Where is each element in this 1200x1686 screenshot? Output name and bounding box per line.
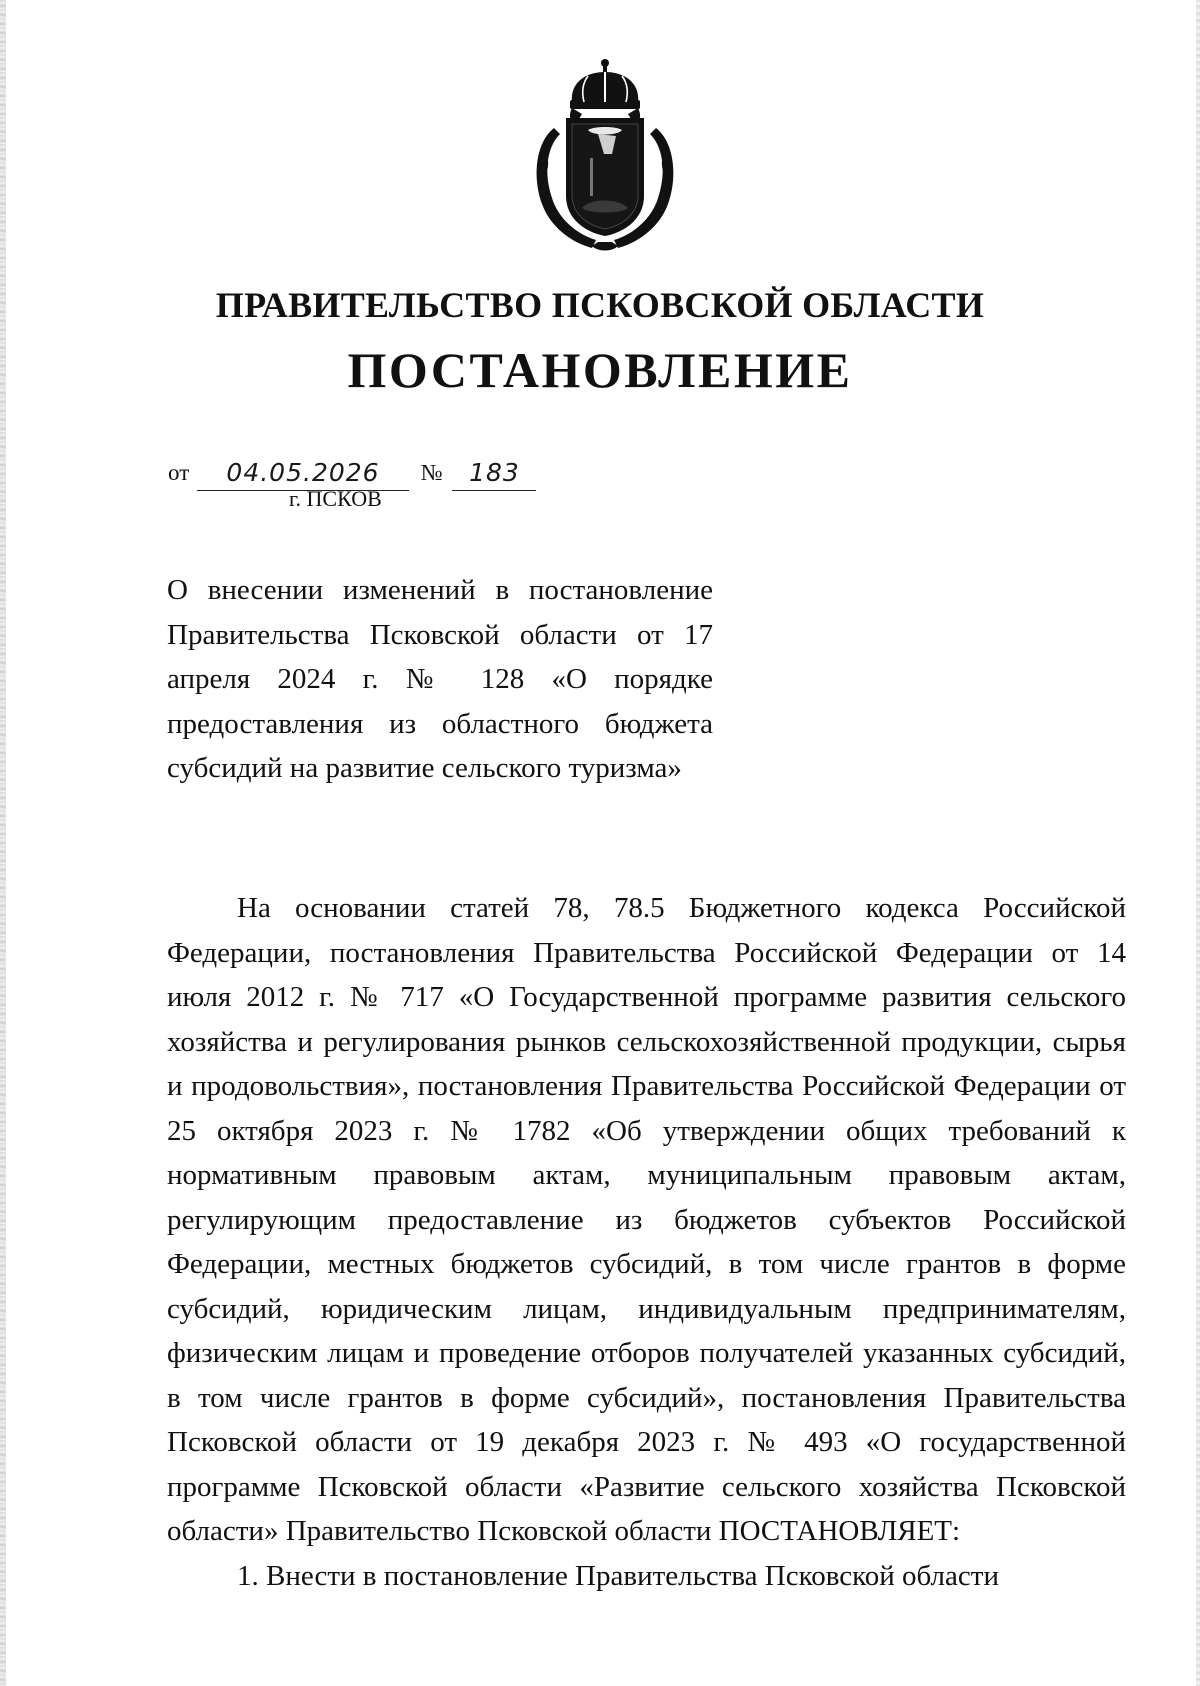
number-value: 183 [452, 456, 536, 491]
document-body [167, 886, 1126, 1598]
city-label: г. ПСКОВ [289, 486, 382, 511]
date-label: от [168, 460, 190, 485]
scan-edge-left [0, 0, 6, 1686]
government-title: ПРАВИТЕЛЬСТВО ПСКОВСКОЙ ОБЛАСТИ [215, 285, 985, 325]
document-subject: О внесении изменений в постановление Правительства Псковской области от 17 апреля 2024 г. № 128 «О порядке предоставления из областного бюджета субсидий на развитие сельского туризма» [167, 574, 713, 784]
preamble-paragraph: На основании статей 78, 78.5 Бюджетного кодекса Российской Федерации, постановления Правительства Российской Федерации от 14 июля 2012 г. № 717 «О Государственной программе развития сельского хозяйства и регулирования рынков сельскохозяйственной продукции, сырья и продовольствия», постановления Правительства Российской Федерации от 25 октября 2023 г. № 1782 «Об утверждении общих требований к нормативным правовым актам, муниципальным правовым актам, регулирующим предоставление из бюджетов субъектов Российской Федерации, местных бюджетов субсидий, в том числе грантов в форме субсидий, юридическим лицам, индивидуальным предпринимателям, физическим лицам и проведение отборов получателей указанных субсидий, в том числе грантов в форме субсидий», постановления Правительства Псковской области от 19 декабря 2023 г. № 493 «О государственной программе Псковской области «Развитие сельского хозяйства Псковской области» Правительство Псковской области ПОСТАНОВЛЯЕТ: [167, 892, 1126, 1547]
scan-edge-right [1196, 0, 1200, 1686]
date-value: 04.05.2026 [197, 456, 409, 491]
coat-of-arms-emblem [532, 58, 678, 254]
number-label: № [420, 460, 443, 485]
document-type-title: ПОСТАНОВЛЕНИЕ [347, 342, 853, 398]
item-1-paragraph: 1. Внести в постановление Правительства Псковской области [237, 1559, 999, 1592]
